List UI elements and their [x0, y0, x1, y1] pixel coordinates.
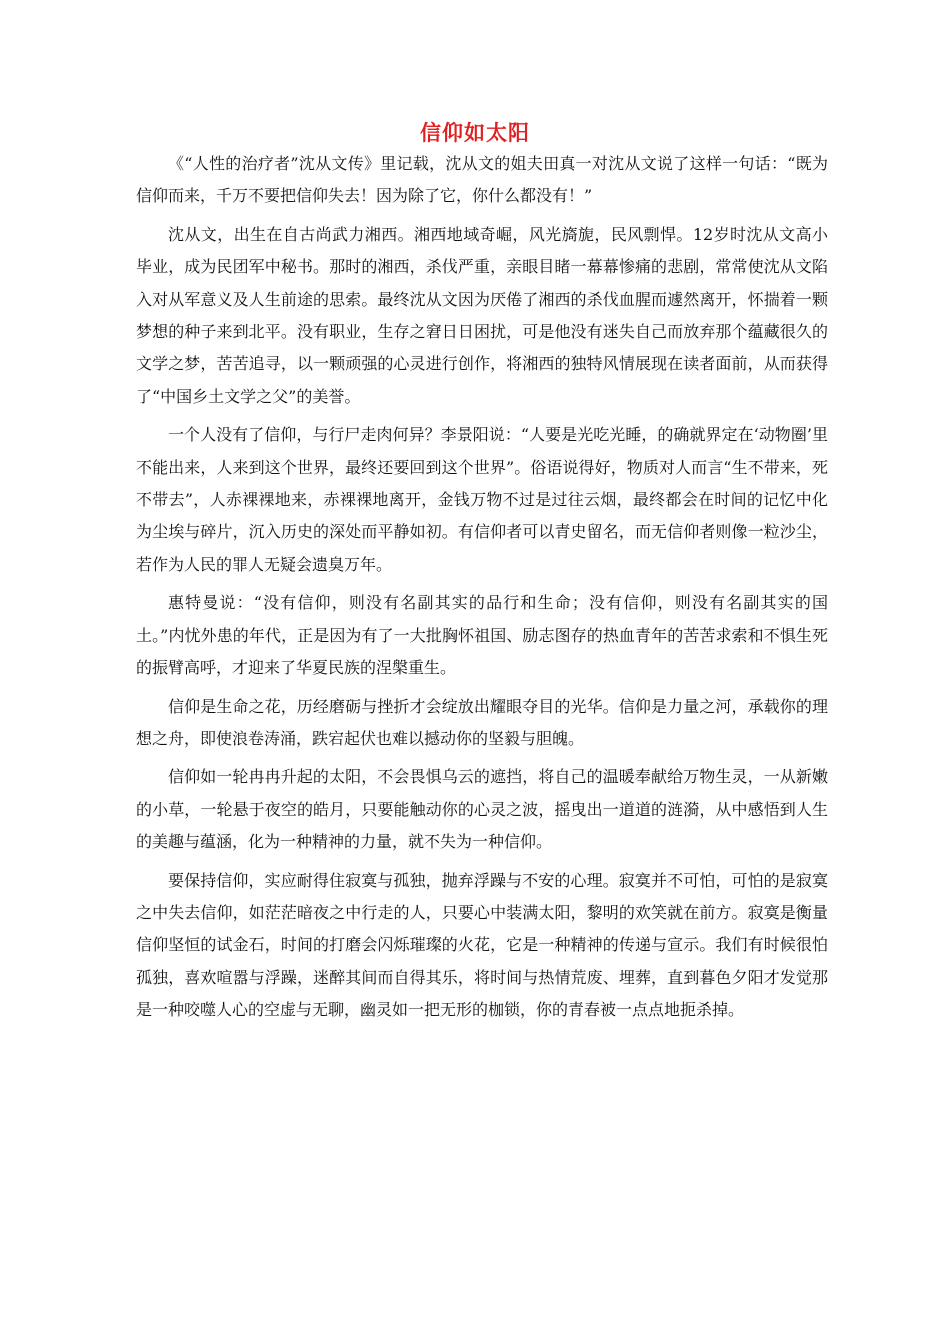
paragraph: 要保持信仰，实应耐得住寂寞与孤独，抛弃浮躁与不安的心理。寂寞并不可怕，可怕的是寂寞之中失去信仰，如茫茫暗夜之中行走的人，只要心中装满太阳，黎明的欢笑就在前方。寂寞是衡量信仰坚恒的试金石，时间的打磨会闪烁璀璨的火花，它是一种精神的传递与宣示。我们有时候很怕孤独，喜欢喧嚣与浮躁，迷醉其间而自得其乐，将时间与热情荒废、埋葬，直到暮色夕阳才发觉那是一种咬噬人心的空虚与无聊，幽灵如一把无形的枷锁，你的青春被一点点地扼杀掉。 [136, 870, 828, 1020]
paragraph: 信仰如一轮冉冉升起的太阳，不会畏惧乌云的遮挡，将自己的温暖奉献给万物生灵，一从新嫩的小草，一轮悬于夜空的皓月，只要能触动你的心灵之波，摇曳出一道道的涟漪，从中感悟到人生的美趣与蕴涵，化为一种精神的力量，就不失为一种信仰。 [136, 767, 828, 852]
paragraph: 《“人性的治疗者”沈从文传》里记载，沈从文的姐夫田真一对沈从文说了这样一句话：“既为信仰而来，千万不要把信仰失去！因为除了它，你什么都没有！” [136, 154, 828, 206]
paragraph: 惠特曼说：“没有信仰，则没有名副其实的品行和生命；没有信仰，则没有名副其实的国土。”内忧外患的年代，正是因为有了一大批胸怀祖国、励志图存的热血青年的苦苦求索和不惧生死的振臂高呼，才迎来了华夏民族的涅槃重生。 [136, 593, 828, 678]
paragraph: 沈从文，出生在自古尚武力湘西。湘西地域奇崛，风光旖旎，民风剽悍。12岁时沈从文高小毕业，成为民团军中秘书。那时的湘西，杀伐严重，亲眼目睹一幕幕惨痛的悲剧，常常使沈从文陷入对从军意义及人生前途的思索。最终沈从文因为厌倦了湘西的杀伐血腥而遽然离开，怀揣着一颗梦想的种子来到北平。没有职业，生存之窘日日困扰，可是他没有迷失自己而放弃那个蕴藏很久的文学之梦，苦苦追寻，以一颗顽强的心灵进行创作，将湘西的独特风情展现在读者面前，从而获得了“中国乡土文学之父”的美誉。 [136, 224, 828, 406]
paragraph: 一个人没有了信仰，与行尸走肉何异？李景阳说：“人要是光吃光睡，的确就界定在‘动物圈’里不能出来，人来到这个世界，最终还要回到这个世界”。俗语说得好，物质对人而言“生不带来，死不带去”，人赤裸裸地来，赤裸裸地离开，金钱万物不过是过往云烟，最终都会在时间的记忆中化为尘埃与碎片，沉入历史的深处而平静如初。有信仰者可以青史留名，而无信仰者则像一粒沙尘，若作为人民的罪人无疑会遗臭万年。 [136, 425, 828, 574]
document-title: 信仰如太阳 [420, 120, 530, 145]
paragraph: 信仰是生命之花，历经磨砺与挫折才会绽放出耀眼夺目的光华。信仰是力量之河，承载你的理想之舟，即使浪卷涛涌，跌宕起伏也难以撼动你的坚毅与胆魄。 [136, 696, 828, 748]
document-body [136, 148, 828, 1033]
